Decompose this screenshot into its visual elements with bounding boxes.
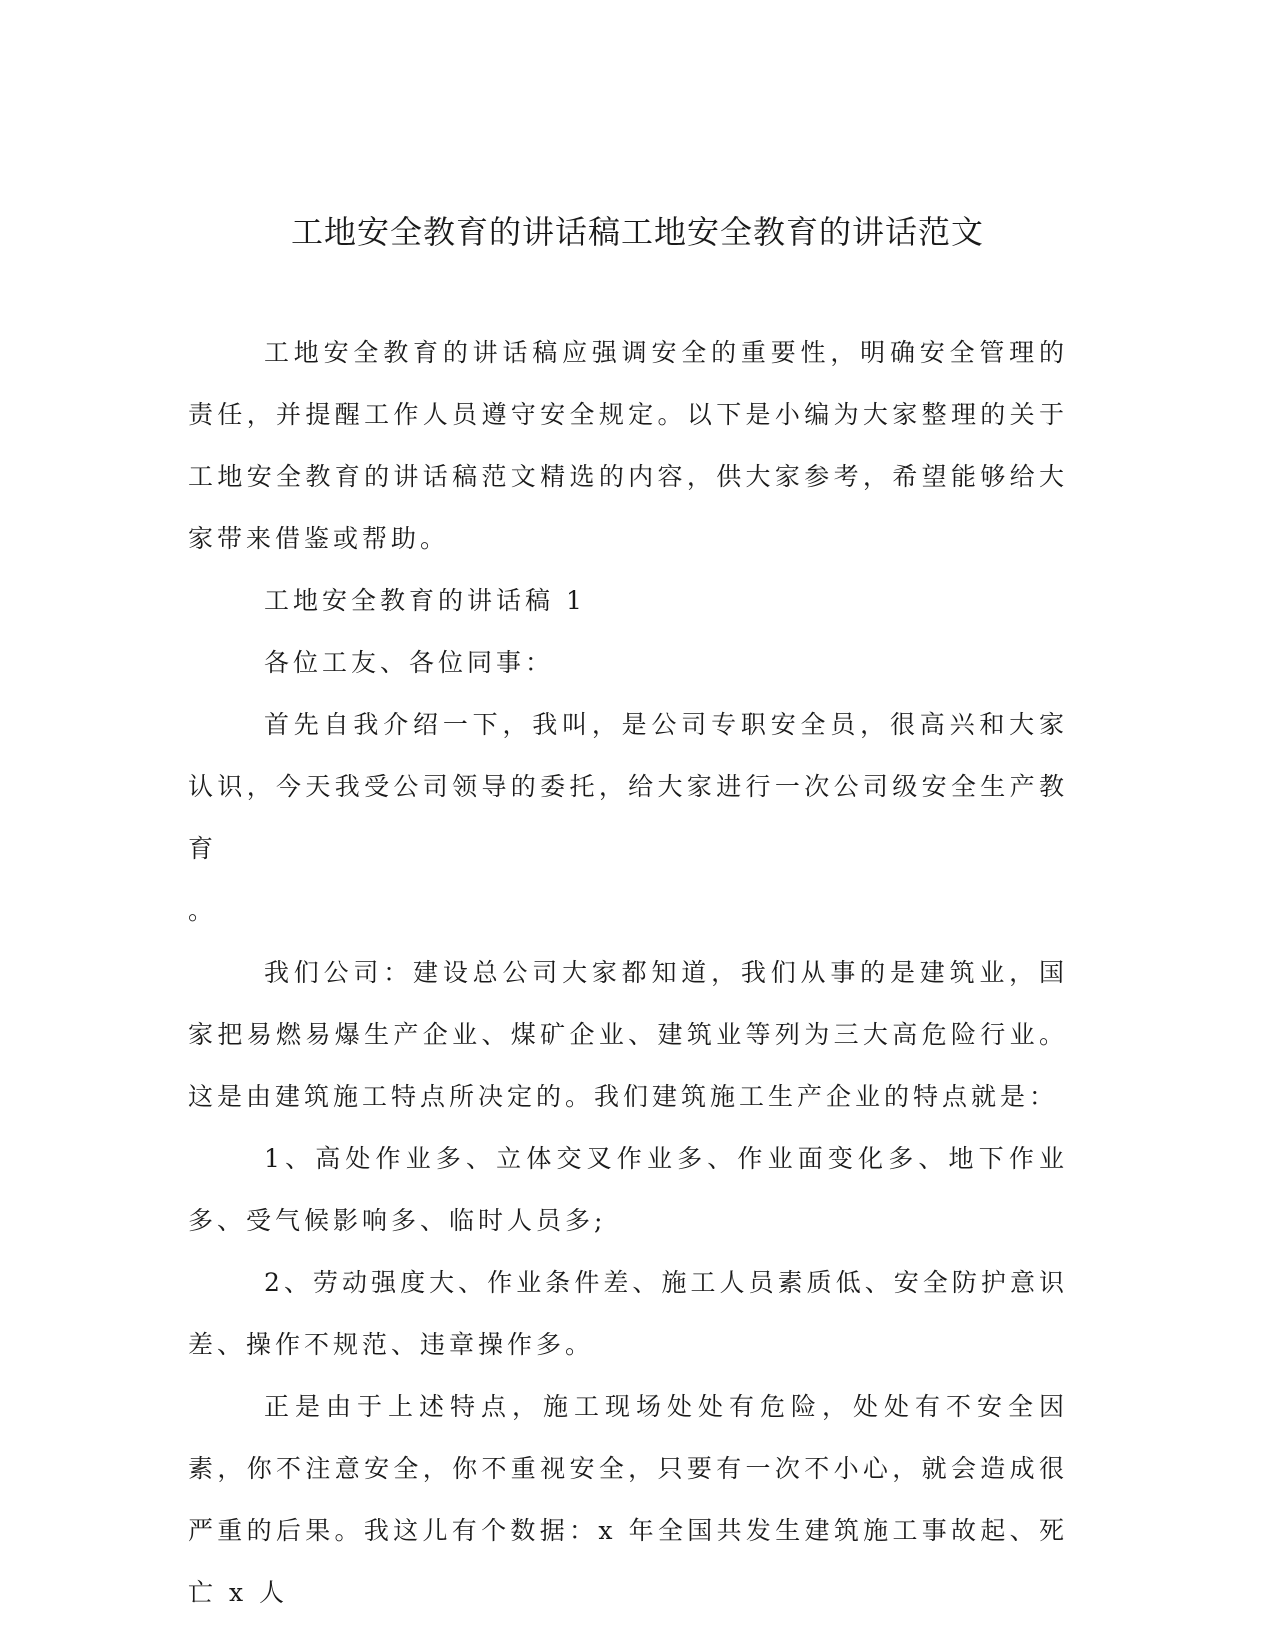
paragraph-feature-2: 2、劳动强度大、作业条件差、施工人员素质低、安全防护意识差、操作不规范、违章操作多。: [188, 1268, 1068, 1359]
paragraph-feature-1: 1、高处作业多、立体交叉作业多、作业面变化多、地下作业多、受气候影响多、临时人员多;: [188, 1144, 1068, 1235]
paragraph-section-heading: 工地安全教育的讲话稿 1: [264, 586, 586, 615]
paragraph-danger-statement: 正是由于上述特点，施工现场处处有危险，处处有不安全因素，你不注意安全，你不重视安全，只要有一次不小心，就会造成很严重的后果。我这儿有个数据：x 年全国共发生建筑施工事故起、死亡 x 人: [188, 1392, 1068, 1607]
paragraph-salutation: 各位工友、各位同事：: [264, 648, 555, 677]
paragraph-intro: 工地安全教育的讲话稿应强调安全的重要性，明确安全管理的责任，并提醒工作人员遵守安全规定。以下是小编为大家整理的关于工地安全教育的讲话稿范文精选的内容，供大家参考，希望能够给大家带来借鉴或帮助。: [188, 338, 1068, 553]
paragraph-stray-period: 。: [188, 896, 218, 925]
paragraph-self-introduction: 首先自我介绍一下，我叫，是公司专职安全员，很高兴和大家认识，今天我受公司领导的委托，给大家进行一次公司级安全生产教育: [188, 710, 1068, 863]
document-body: [188, 322, 1068, 1624]
document-title: 工地安全教育的讲话稿工地安全教育的讲话范文: [290, 213, 984, 251]
paragraph-company-overview: 我们公司：建设总公司大家都知道，我们从事的是建筑业，国家把易燃易爆生产企业、煤矿企业、建筑业等列为三大高危险行业。这是由建筑施工特点所决定的。我们建筑施工生产企业的特点就是：: [188, 958, 1068, 1111]
